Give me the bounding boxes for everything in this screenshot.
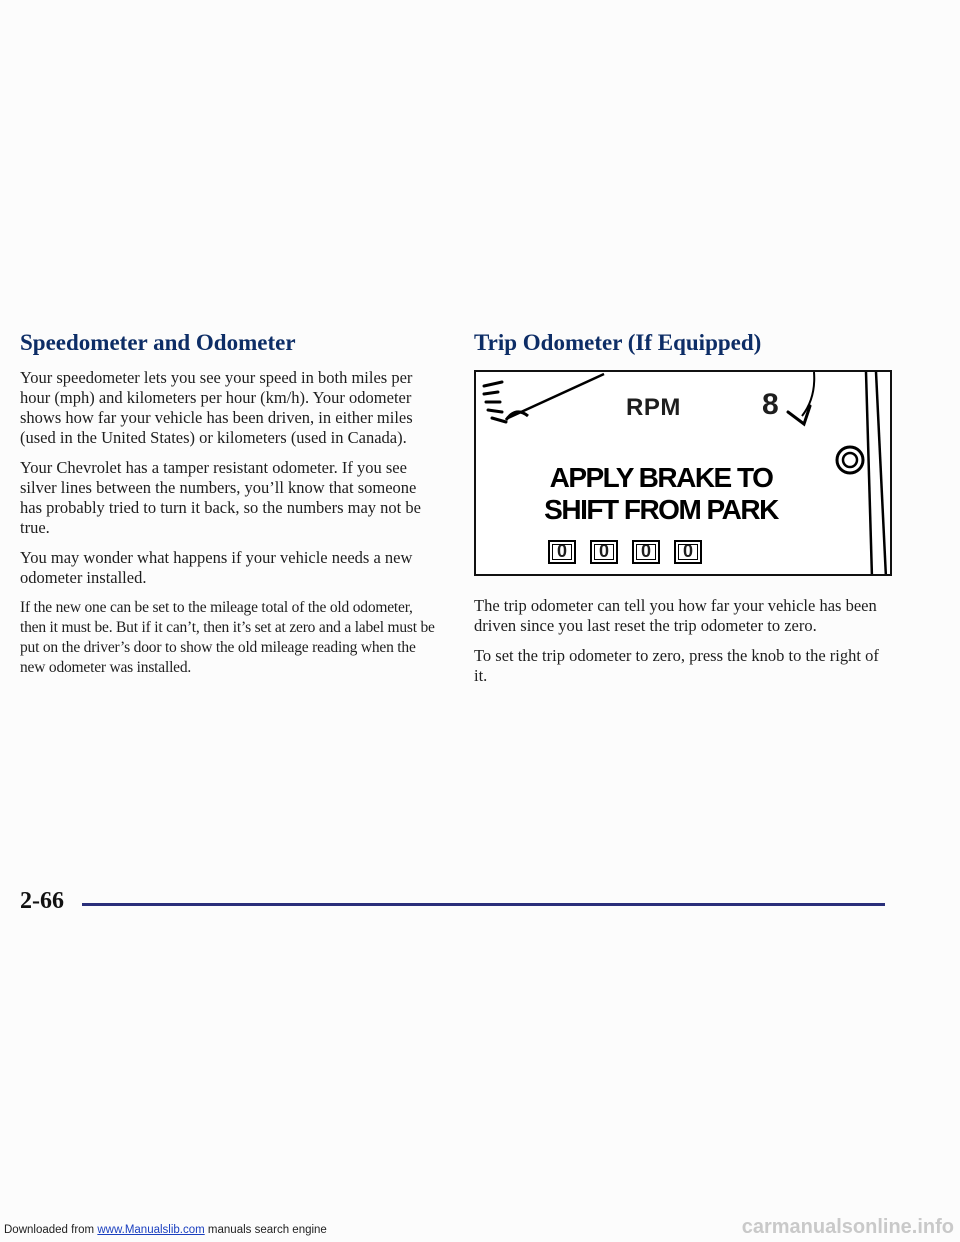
download-prefix: Downloaded from [4, 1224, 95, 1236]
trip-reset-knob-icon[interactable] [834, 444, 866, 476]
paragraph: If the new one can be set to the mileage total of the old odometer, then it must be. But if it can’t, then it’s set at zero and a label must be put on the driver’s door to show the old mileage reading when the new odometer was installed. [20, 599, 435, 676]
odometer-digit: 0 [590, 540, 618, 564]
watermark: carmanualsonline.info [741, 1216, 954, 1238]
cluster-message-line1: APPLY BRAKE TO [549, 462, 773, 493]
cluster-message-line2: SHIFT FROM PARK [544, 494, 778, 525]
trip-odometer-digits [548, 540, 702, 564]
paragraph: Your speedometer lets you see your speed in both miles per hour (mph) and kilometers per hour (km/h). Your odometer shows how far your vehicle has been driven, in either miles (used in the United States) or kilometers (used in Canada). [20, 368, 413, 447]
rpm-label: RPM [626, 394, 681, 421]
section-heading: Speedometer and Odometer [20, 330, 296, 355]
paragraph: Your Chevrolet has a tamper resistant odometer. If you see silver lines between the numbers, you’ll know that someone has probably tried to turn it back, so the numbers may not be true. [20, 458, 421, 537]
trip-odometer-section [474, 330, 894, 696]
speedometer-section [20, 330, 440, 688]
odometer-digit: 0 [548, 540, 576, 564]
download-suffix: manuals search engine [207, 1224, 327, 1236]
manualslib-link[interactable]: www.Manualslib.com [97, 1224, 205, 1236]
odometer-digit: 0 [674, 540, 702, 564]
download-bar [4, 1224, 327, 1236]
tach-scale-mark: 8 [762, 388, 779, 421]
page-number: 2-66 [20, 888, 64, 914]
paragraph: The trip odometer can tell you how far your vehicle has been driven since you last reset the trip odometer to zero. [474, 596, 877, 635]
paragraph: To set the trip odometer to zero, press the knob to the right of it. [474, 646, 879, 685]
instrument-cluster-illustration [474, 370, 892, 576]
section-heading: Trip Odometer (If Equipped) [474, 330, 762, 355]
paragraph: You may wonder what happens if your vehicle needs a new odometer installed. [20, 548, 413, 587]
odometer-digit: 0 [632, 540, 660, 564]
footer-rule [82, 903, 885, 906]
